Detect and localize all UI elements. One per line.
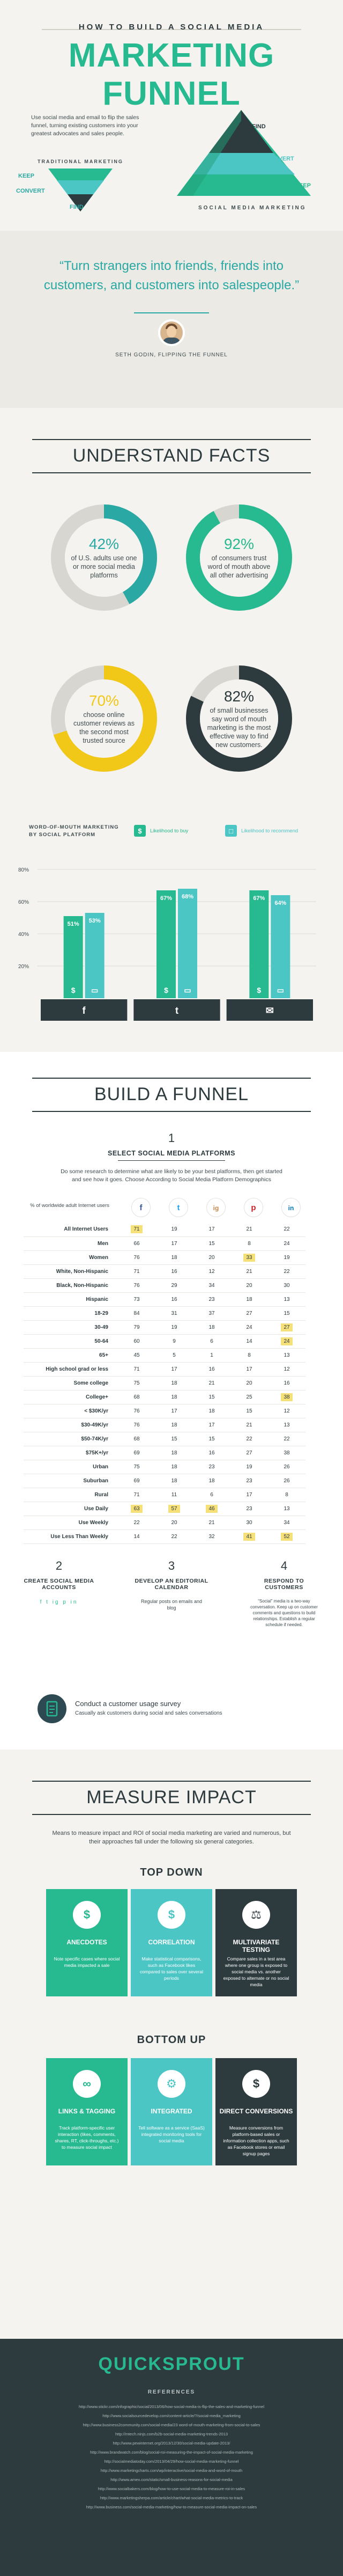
table-caption: % of worldwide adult Internet users xyxy=(30,1203,109,1209)
card-integrated xyxy=(131,2058,212,2165)
reference-link[interactable]: http://www.marketingsherpa.com/article/chart/what-social-media-metrics-to-track xyxy=(100,2496,243,2500)
step-4-description: “Social” media is a two-way conversation. Keep up on customer comments and questions to build relationships. Establish a regular schedule if needed. xyxy=(250,1599,318,1627)
footer xyxy=(0,2339,343,2576)
dollar-icon: $ xyxy=(257,986,262,994)
table-cell: 41 xyxy=(230,1529,268,1543)
facts-rule-bottom xyxy=(32,472,311,473)
y-tick-label: 40% xyxy=(18,932,29,938)
card-title: MULTIVARIATE TESTING xyxy=(233,1938,280,1953)
table-cell: 8 xyxy=(268,1488,305,1502)
dollar-icon: $ xyxy=(73,1901,101,1929)
table-cell: 15 xyxy=(230,1404,268,1418)
table-cell: 76 xyxy=(118,1418,155,1432)
reference-link[interactable]: http://www.pewinternet.org/2013/12/30/social-media-update-2013/ xyxy=(113,2441,230,2446)
table-row xyxy=(24,1446,305,1460)
fact-percent: 42% xyxy=(88,536,120,552)
table-cell: 18 xyxy=(155,1418,193,1432)
table-cell: 34 xyxy=(268,1516,305,1529)
table-cell: 71 xyxy=(118,1264,155,1278)
measure-title: MEASURE IMPACT xyxy=(86,1787,257,1807)
reference-link[interactable]: http://www.stickr.com/infographic/social/2013/06/how-social-media-is-flip-the-sales-and-marketing-funnel xyxy=(79,2404,264,2409)
y-tick-label: 80% xyxy=(18,867,29,873)
table-cell: 17 xyxy=(193,1418,230,1432)
linkedin-icon: in xyxy=(281,1198,301,1217)
table-cell: 71 xyxy=(118,1223,155,1236)
fact-donut-3 xyxy=(48,663,160,774)
facts-title: UNDERSTAND FACTS xyxy=(72,445,271,466)
table-cell: 15 xyxy=(193,1390,230,1404)
card-description: Compare sales in a test area where one group is exposed to social media vs. another exposed to alternate or no social media xyxy=(223,1956,289,1987)
bar-value-label: 67% xyxy=(253,895,265,902)
table-cell: 24 xyxy=(268,1334,305,1348)
build-rule-bottom xyxy=(32,1111,311,1112)
row-label: College+ xyxy=(24,1390,118,1404)
table-row xyxy=(24,1474,305,1488)
legend-buy-label: Likelihood to buy xyxy=(150,828,189,834)
table-cell: 18 xyxy=(193,1320,230,1334)
table-row xyxy=(24,1488,305,1502)
dollar-icon: $ xyxy=(158,1901,185,1929)
table-cell: 63 xyxy=(118,1502,155,1516)
table-cell: 18 xyxy=(193,1404,230,1418)
table-cell: 27 xyxy=(230,1446,268,1460)
table-cell: 21 xyxy=(230,1264,268,1278)
table-cell: 69 xyxy=(118,1446,155,1460)
table-cell: 23 xyxy=(230,1502,268,1516)
table-cell: 31 xyxy=(155,1306,193,1320)
table-cell: 15 xyxy=(155,1432,193,1446)
chat-icon: ▭ xyxy=(91,986,99,994)
survey-title: Conduct a customer usage survey xyxy=(75,1700,181,1708)
table-cell: 17 xyxy=(155,1404,193,1418)
reference-link[interactable]: http://socialmediatoday.com/2013/04/29/how-social-media-marketing-funnel xyxy=(104,2459,239,2464)
table-cell: 8 xyxy=(230,1236,268,1250)
table-cell: 20 xyxy=(155,1516,193,1529)
table-cell: 52 xyxy=(268,1529,305,1543)
table-cell: 66 xyxy=(118,1236,155,1250)
table-row xyxy=(24,1376,305,1390)
table-cell: 79 xyxy=(118,1320,155,1334)
step-3-description: Regular posts on emails and blog xyxy=(140,1599,203,1611)
row-label: $75K+/yr xyxy=(24,1446,118,1460)
table-cell: 27 xyxy=(268,1320,305,1334)
table-cell: 16 xyxy=(155,1292,193,1306)
table-cell: 19 xyxy=(230,1460,268,1474)
step-1-number: 1 xyxy=(168,1131,175,1145)
table-cell: 22 xyxy=(268,1223,305,1236)
table-row xyxy=(24,1390,305,1404)
table-cell: 71 xyxy=(118,1488,155,1502)
table-cell: 13 xyxy=(268,1292,305,1306)
build-rule-top xyxy=(32,1078,311,1079)
bottom-up-heading: BOTTOM UP xyxy=(137,2034,206,2046)
page-title: MARKETING FUNNEL xyxy=(68,37,275,112)
traditional-marketing-label: TRADITIONAL MARKETING xyxy=(38,159,123,164)
step-4-title: RESPOND TO CUSTOMERS xyxy=(264,1578,304,1591)
table-cell: 20 xyxy=(230,1278,268,1292)
reference-link[interactable]: http://www.marketingcharts.com/wp/interactive/social-media-and-word-of-mouth xyxy=(100,2468,243,2473)
table-cell: 26 xyxy=(268,1460,305,1474)
table-cell: 15 xyxy=(268,1306,305,1320)
table-cell: 16 xyxy=(193,1362,230,1376)
table-cell: 15 xyxy=(193,1236,230,1250)
table-cell: 18 xyxy=(230,1292,268,1306)
avatar xyxy=(158,319,185,346)
card-title: LINKS & TAGGING xyxy=(58,2107,116,2115)
dollar-icon: $ xyxy=(134,825,146,837)
wom-chart-label: WORD-OF-MOUTH MARKETING BY SOCIAL PLATFORM xyxy=(29,824,119,838)
card-description: Measure conversions from platform-based sales or information collection apps, such as Facebook stores or email signup pages xyxy=(223,2125,289,2156)
row-label: Hispanic xyxy=(24,1292,118,1306)
bar-recommend xyxy=(271,895,290,998)
table-cell: 13 xyxy=(268,1502,305,1516)
table-cell: 29 xyxy=(155,1278,193,1292)
quote-section xyxy=(0,231,343,408)
table-cell: 1 xyxy=(193,1348,230,1362)
table-cell: 19 xyxy=(155,1223,193,1236)
table-row xyxy=(24,1348,305,1362)
dollar-icon: $ xyxy=(71,986,76,994)
row-label: Use Daily xyxy=(24,1502,118,1516)
step-3-title: DEVELOP AN EDITORIAL CALENDAR xyxy=(135,1578,208,1591)
survey-description: Casually ask customers during social and sales conversations xyxy=(75,1710,222,1716)
step-2-title: CREATE SOCIAL MEDIA ACCOUNTS xyxy=(24,1578,94,1591)
card-direct-conversions xyxy=(215,2058,297,2165)
table-cell: 22 xyxy=(118,1516,155,1529)
table-cell: 46 xyxy=(193,1502,230,1516)
table-row xyxy=(24,1529,305,1543)
row-label: Urban xyxy=(24,1460,118,1474)
card-title: DIRECT CONVERSIONS xyxy=(219,2107,293,2115)
table-row xyxy=(24,1250,305,1264)
table-cell: 18 xyxy=(155,1376,193,1390)
table-cell: 18 xyxy=(155,1474,193,1488)
smm-keep-label: KEEP xyxy=(295,182,311,189)
fact-description: choose online customer reviews as the second most trusted source xyxy=(73,711,135,744)
traditional-convert-label: CONVERT xyxy=(16,188,45,194)
table-cell: 18 xyxy=(155,1446,193,1460)
wom-bar-chart xyxy=(16,864,327,1030)
top-down-heading: TOP DOWN xyxy=(140,1867,203,1878)
references-heading: REFERENCES xyxy=(147,2389,196,2395)
card-anecdotes xyxy=(46,1889,128,1996)
chat-icon: ▭ xyxy=(184,986,191,994)
fact-donut-1 xyxy=(48,502,160,613)
platform-icon-email: ✉ xyxy=(265,1005,274,1016)
table-cell: 57 xyxy=(155,1502,193,1516)
table-cell: 23 xyxy=(230,1474,268,1488)
step-1-description: Do some research to determine what are likely to be your best platforms, then get started and see how it goes. Choose According to Social Media Platform Demographics xyxy=(61,1168,282,1183)
card-description: Note specific cases where social media impacted a sale xyxy=(54,1956,120,1968)
y-tick-label: 60% xyxy=(18,899,29,905)
row-label: < $30K/yr xyxy=(24,1404,118,1418)
row-label: 18-29 xyxy=(24,1306,118,1320)
table-cell: 11 xyxy=(155,1488,193,1502)
table-cell: 22 xyxy=(268,1432,305,1446)
table-cell: 22 xyxy=(230,1432,268,1446)
demographics-table xyxy=(24,1223,305,1544)
reference-link[interactable]: http://www.business.com/social-media-marketing/how-to-measure-social-media-impact-on-sales xyxy=(86,2505,257,2509)
step-1-title: SELECT SOCIAL MEDIA PLATFORMS xyxy=(108,1150,235,1157)
table-cell: 15 xyxy=(193,1432,230,1446)
row-label: Use Weekly xyxy=(24,1516,118,1529)
table-row xyxy=(24,1223,305,1236)
bar-value-label: 64% xyxy=(274,900,287,906)
table-row xyxy=(24,1236,305,1250)
table-cell: 22 xyxy=(155,1529,193,1543)
table-cell: 76 xyxy=(118,1250,155,1264)
table-cell: 21 xyxy=(230,1223,268,1236)
table-row xyxy=(24,1516,305,1529)
table-cell: 17 xyxy=(193,1223,230,1236)
facebook-icon: f xyxy=(131,1198,151,1217)
fact-donut-2 xyxy=(183,502,295,613)
table-cell: 38 xyxy=(268,1390,305,1404)
smm-label: SOCIAL MEDIA MARKETING xyxy=(198,205,307,211)
table-cell: 13 xyxy=(268,1418,305,1432)
row-label: 65+ xyxy=(24,1348,118,1362)
table-cell: 6 xyxy=(193,1334,230,1348)
card-correlation xyxy=(131,1889,212,1996)
platform-icon-facebook: f xyxy=(82,1005,86,1016)
table-cell: 21 xyxy=(193,1376,230,1390)
platform-icon-twitter: t xyxy=(175,1005,178,1016)
reference-link[interactable]: http://www.socialsourcedevelop.com/content-article/?/social-media_marketing xyxy=(102,2413,241,2418)
table-row xyxy=(24,1264,305,1278)
table-cell: 5 xyxy=(155,1348,193,1362)
table-row xyxy=(24,1278,305,1292)
table-cell: 20 xyxy=(230,1376,268,1390)
table-cell: 25 xyxy=(230,1390,268,1404)
traditional-keep-label: KEEP xyxy=(18,173,34,179)
step-2-number: 2 xyxy=(55,1559,63,1572)
table-cell: 75 xyxy=(118,1376,155,1390)
table-cell: 12 xyxy=(268,1404,305,1418)
chat-icon: □ xyxy=(225,825,237,837)
dollar-icon: $ xyxy=(164,986,168,994)
card-title: CORRELATION xyxy=(148,1938,195,1946)
table-cell: 73 xyxy=(118,1292,155,1306)
bar-value-label: 67% xyxy=(160,895,173,902)
step-4-number: 4 xyxy=(280,1559,288,1572)
row-label: 50-64 xyxy=(24,1334,118,1348)
table-cell: 27 xyxy=(230,1306,268,1320)
table-cell: 16 xyxy=(155,1264,193,1278)
table-cell: 17 xyxy=(155,1362,193,1376)
table-cell: 18 xyxy=(193,1474,230,1488)
bar-value-label: 51% xyxy=(67,921,79,927)
measure-intro: Means to measure impact and ROI of social media marketing are varied and numerous, but their approaches fall under the following six general categories. xyxy=(52,1830,291,1845)
card-description: Track platform-specific user interaction (likes, comments, shares, RT, click-throughs, etc.) to measure social impact xyxy=(55,2125,119,2150)
table-cell: 17 xyxy=(155,1236,193,1250)
table-cell: 76 xyxy=(118,1278,155,1292)
smm-find-label: FIND xyxy=(252,123,266,130)
chat-icon: ▭ xyxy=(277,986,284,994)
table-cell: 30 xyxy=(268,1278,305,1292)
pinterest-icon: p xyxy=(244,1198,263,1217)
fact-percent: 82% xyxy=(223,688,255,705)
table-cell: 18 xyxy=(155,1390,193,1404)
header-section xyxy=(0,0,343,231)
row-label: Suburban xyxy=(24,1474,118,1488)
table-cell: 14 xyxy=(118,1529,155,1543)
fact-percent: 92% xyxy=(223,536,255,552)
table-cell: 16 xyxy=(268,1376,305,1390)
table-cell: 34 xyxy=(193,1278,230,1292)
gear-icon: ⚙ xyxy=(158,2070,185,2098)
step-1-underline xyxy=(118,1160,225,1161)
table-cell: 12 xyxy=(193,1264,230,1278)
table-cell: 12 xyxy=(268,1362,305,1376)
bar-value-label: 68% xyxy=(181,894,194,900)
reference-link[interactable]: http://mtech.ninjs.com/b2b-social-media-marketing-trends-2013 xyxy=(115,2432,228,2436)
row-label: High school grad or less xyxy=(24,1362,118,1376)
fact-description: of consumers trust word of mouth above all other advertising xyxy=(207,554,271,579)
row-label: White, Non-Hispanic xyxy=(24,1264,118,1278)
clipboard-icon xyxy=(38,1694,66,1723)
row-label: Some college xyxy=(24,1376,118,1390)
quicksprout-logo[interactable]: QUICKSPROUT xyxy=(98,2354,245,2374)
table-cell: 8 xyxy=(230,1348,268,1362)
table-row xyxy=(24,1292,305,1306)
fact-description: of U.S. adults use one or more social media platforms xyxy=(71,554,137,579)
bar-recommend xyxy=(178,889,197,998)
table-cell: 37 xyxy=(193,1306,230,1320)
link-icon: ∞ xyxy=(73,2070,101,2098)
row-label: Rural xyxy=(24,1488,118,1502)
table-cell: 32 xyxy=(193,1529,230,1543)
table-row xyxy=(24,1418,305,1432)
measure-rule-top xyxy=(32,1781,311,1782)
reference-link[interactable]: http://www.socialbakers.com/blog/how-to-use-social-media-to-measure-roi-in-sales xyxy=(98,2486,245,2491)
measure-rule-bottom xyxy=(32,1814,311,1815)
table-cell: 24 xyxy=(230,1320,268,1334)
table-cell: 75 xyxy=(118,1460,155,1474)
table-cell: 18 xyxy=(155,1460,193,1474)
header-eyebrow: HOW TO BUILD A SOCIAL MEDIA xyxy=(78,23,265,32)
fact-percent: 70% xyxy=(88,692,120,709)
facts-rule-top xyxy=(32,439,311,440)
quote-text: “Turn strangers into friends, friends into customers, and customers into salespeople.” xyxy=(43,259,300,292)
twitter-icon: t xyxy=(169,1198,188,1217)
table-row xyxy=(24,1334,305,1348)
table-cell: 76 xyxy=(118,1404,155,1418)
row-label: 30-49 xyxy=(24,1320,118,1334)
card-description: Tell software as a service (SaaS) integrated monitoring tools for social media xyxy=(138,2125,205,2143)
table-row xyxy=(24,1320,305,1334)
table-cell: 24 xyxy=(268,1236,305,1250)
table-cell: 19 xyxy=(155,1320,193,1334)
quote-divider xyxy=(134,312,209,313)
table-cell: 30 xyxy=(230,1516,268,1529)
bar-buy xyxy=(249,890,269,998)
table-cell: 38 xyxy=(268,1446,305,1460)
table-cell: 71 xyxy=(118,1362,155,1376)
legend-recommend-label: Likelihood to recommend xyxy=(241,828,299,834)
build-title: BUILD A FUNNEL xyxy=(94,1084,249,1104)
table-cell: 68 xyxy=(118,1432,155,1446)
row-label: $50-74K/yr xyxy=(24,1432,118,1446)
instagram-icon: ig xyxy=(206,1198,226,1217)
card-title: INTEGRATED xyxy=(151,2107,192,2115)
table-row xyxy=(24,1502,305,1516)
table-cell: 33 xyxy=(230,1250,268,1264)
row-label: All Internet Users xyxy=(24,1223,118,1236)
row-label: Black, Non-Hispanic xyxy=(24,1278,118,1292)
row-label: Women xyxy=(24,1250,118,1264)
table-cell: 17 xyxy=(230,1488,268,1502)
fact-description: of small businesses say word of mouth marketing is the most effective way to find new customers. xyxy=(207,707,271,749)
table-cell: 84 xyxy=(118,1306,155,1320)
card-description: Make statistical comparisons, such as Facebook likes compared to sales over several periods xyxy=(139,1956,204,1981)
scale-icon: ⚖ xyxy=(242,1901,270,1929)
table-cell: 23 xyxy=(193,1292,230,1306)
smm-convert-label: CONVERT xyxy=(265,156,294,162)
card-title: ANECDOTES xyxy=(66,1938,107,1946)
step-2-icons: f t ig p in xyxy=(40,1599,78,1605)
bar-value-label: 53% xyxy=(88,918,101,924)
reference-link[interactable]: http://www.amex.com/static/small-business-reasons-for-social-media xyxy=(110,2477,233,2482)
survey-callout xyxy=(32,1688,311,1731)
step-3-number: 3 xyxy=(168,1559,175,1572)
table-row xyxy=(24,1306,305,1320)
quote-attribution: SETH GODIN, FLIPPING THE FUNNEL xyxy=(115,352,228,358)
table-row xyxy=(24,1460,305,1474)
table-cell: 14 xyxy=(230,1334,268,1348)
table-cell: 23 xyxy=(193,1460,230,1474)
row-label: Men xyxy=(24,1236,118,1250)
table-cell: 9 xyxy=(155,1334,193,1348)
traditional-find-label: FIND xyxy=(70,204,84,210)
fact-donut-4 xyxy=(183,663,295,774)
header-intro: Use social media and email to flip the sales funnel, turning existing customers into your greatest advocates and sales people. xyxy=(31,114,139,137)
table-cell: 13 xyxy=(268,1348,305,1362)
row-label: Use Less Than Weekly xyxy=(24,1529,118,1543)
table-row xyxy=(24,1432,305,1446)
table-cell: 45 xyxy=(118,1348,155,1362)
table-cell: 18 xyxy=(155,1250,193,1264)
table-cell: 19 xyxy=(268,1250,305,1264)
table-cell: 21 xyxy=(193,1516,230,1529)
table-cell: 20 xyxy=(193,1250,230,1264)
table-cell: 6 xyxy=(193,1488,230,1502)
table-cell: 26 xyxy=(268,1474,305,1488)
y-tick-label: 20% xyxy=(18,964,29,970)
card-links-tagging xyxy=(46,2058,128,2165)
table-row xyxy=(24,1404,305,1418)
reference-link[interactable]: http://www.brandwatch.com/blog/social-roi-measuring-the-impact-of-social-media-marketing xyxy=(90,2450,253,2455)
bar-buy xyxy=(156,890,176,998)
dollar-icon: $ xyxy=(242,2070,270,2098)
table-cell: 69 xyxy=(118,1474,155,1488)
reference-link[interactable]: http://www.business2community.com/social-media/23 word-of-mouth-marketing-from-social-to-sales xyxy=(83,2423,260,2427)
card-multivariate-testing xyxy=(215,1889,297,1996)
row-label: $30-49K/yr xyxy=(24,1418,118,1432)
table-cell: 17 xyxy=(230,1362,268,1376)
table-cell: 60 xyxy=(118,1334,155,1348)
table-row xyxy=(24,1362,305,1376)
references-list xyxy=(11,2402,332,2512)
table-cell: 16 xyxy=(193,1446,230,1460)
table-cell: 22 xyxy=(268,1264,305,1278)
table-cell: 68 xyxy=(118,1390,155,1404)
table-cell: 21 xyxy=(230,1418,268,1432)
